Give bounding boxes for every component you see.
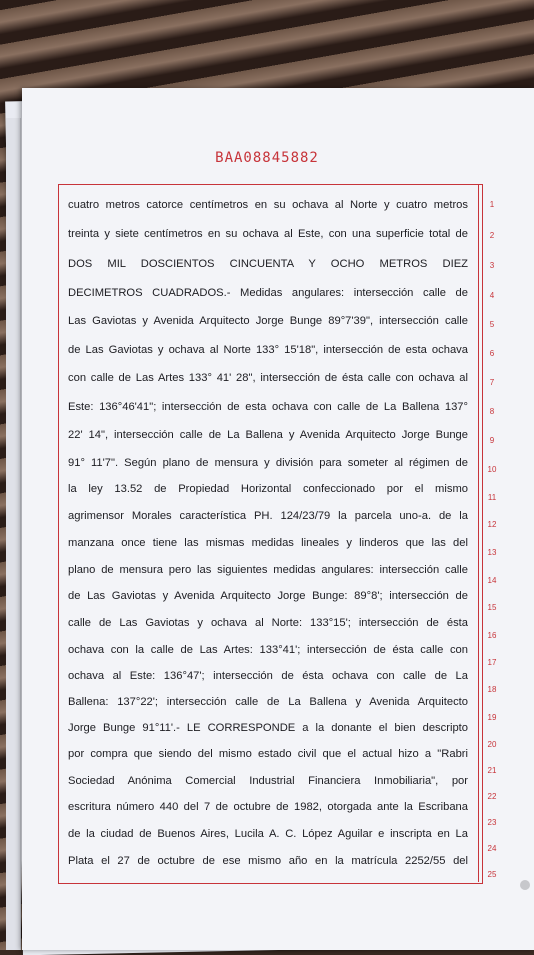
document-line: DOS MIL DOSCIENTOS CINCUENTA Y OCHO METROS DIEZ: [68, 258, 468, 270]
document-line: escritura número 440 del 7 de octubre de 1982, otorgada ante la Escribana: [68, 801, 468, 813]
document-line: con calle de Las Artes 133° 41' 28", intersección de ésta calle con ochava al: [68, 372, 468, 384]
line-number: 5: [489, 320, 495, 329]
line-number: 2: [489, 231, 495, 240]
document-line: de Las Gaviotas y Avenida Arquitecto Jorge Bunge: 89°8'; intersección de: [68, 590, 468, 602]
document-line: manzana once tiene las mismas medidas lineales y linderos que las del: [68, 537, 468, 549]
line-number: 7: [489, 378, 495, 387]
line-number: 16: [487, 631, 497, 640]
document-line: ochava con la calle de Las Artes: 133°41'; intersección de ésta calle con: [68, 644, 468, 656]
document-line: Sociedad Anónima Comercial Industrial Financiera Inmobiliaria", por: [68, 775, 468, 787]
line-number: 8: [489, 407, 495, 416]
line-number: 15: [487, 603, 497, 612]
line-number: 14: [487, 576, 497, 585]
document-line: plano de mensura pero las siguientes medidas angulares: intersección calle: [68, 564, 468, 576]
document-line: Plata el 27 de octubre de ese mismo año en la matrícula 2252/55 del: [68, 855, 468, 867]
line-number: 24: [487, 844, 497, 853]
document-line: cuatro metros catorce centímetros en su ochava al Norte y cuatro metros: [68, 199, 468, 211]
line-number: 11: [487, 493, 497, 502]
line-number: 23: [487, 818, 497, 827]
line-number: 4: [489, 291, 495, 300]
line-number: 1: [489, 200, 495, 209]
document-line: de Las Gaviotas y ochava al Norte 133° 15'18", intersección de esta ochava: [68, 344, 468, 356]
line-number: 6: [489, 349, 495, 358]
line-number-margin-rule: [478, 184, 479, 882]
line-number: 22: [487, 792, 497, 801]
document-line: 22' 14", intersección calle de La Ballena y Avenida Arquitecto Jorge Bunge: [68, 429, 468, 441]
document-line: 91° 11'7". Según plano de mensura y división para someter al régimen de: [68, 457, 468, 469]
page-hole-mark: [520, 880, 530, 890]
document-line: treinta y siete centímetros en su ochava al Este, con una superficie total de: [68, 228, 468, 240]
line-number: 18: [487, 685, 497, 694]
line-number: 10: [487, 465, 497, 474]
document-line: por compra que siendo del mismo estado civil que el actual hizo a "Rabri: [68, 748, 468, 760]
document-line: Las Gaviotas y Avenida Arquitecto Jorge Bunge 89°7'39", intersección calle: [68, 315, 468, 327]
document-line: agrimensor Morales característica PH. 124/23/79 la parcela uno-a. de la: [68, 510, 468, 522]
document-line: Jorge Bunge 91°11'.- LE CORRESPONDE a la donante el bien descripto: [68, 722, 468, 734]
document-line: Ballena: 137°22'; intersección calle de La Ballena y Avenida Arquitecto: [68, 696, 468, 708]
document-line: ochava al Este: 136°47'; intersección de ésta ochava con calle de La: [68, 670, 468, 682]
line-number: 3: [489, 261, 495, 270]
document-line: de la ciudad de Buenos Aires, Lucila A. C. López Aguilar e inscripta en La: [68, 828, 468, 840]
line-number: 9: [489, 436, 495, 445]
line-number: 17: [487, 658, 497, 667]
line-number: 25: [487, 870, 497, 879]
page-stack-edge: [6, 118, 21, 950]
line-number: 12: [487, 520, 497, 529]
line-number: 13: [487, 548, 497, 557]
document-line: DECIMETROS CUADRADOS.- Medidas angulares: intersección calle de: [68, 287, 468, 299]
line-number: 21: [487, 766, 497, 775]
document-serial-number: BAA08845882: [215, 150, 319, 166]
line-number: 20: [487, 740, 497, 749]
document-line: Este: 136°46'41"; intersección de esta ochava con calle de La Ballena 137°: [68, 401, 468, 413]
document-line: la ley 13.52 de Propiedad Horizontal confeccionado por el mismo: [68, 483, 468, 495]
line-number: 19: [487, 713, 497, 722]
document-line: calle de Las Gaviotas y ochava al Norte: 133°15'; intersección de ésta: [68, 617, 468, 629]
